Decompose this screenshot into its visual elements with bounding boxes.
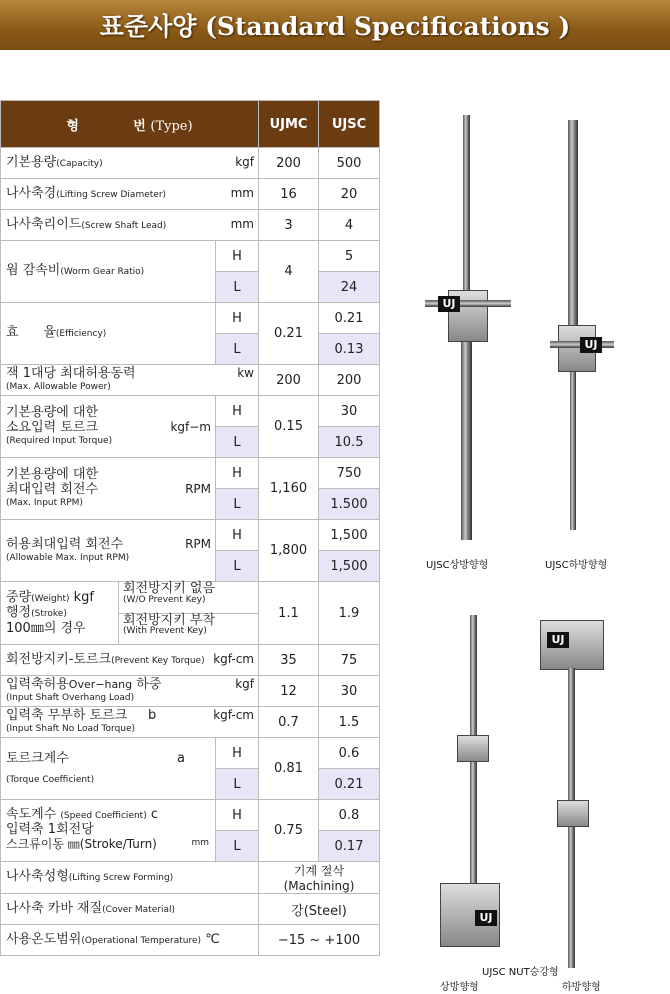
- uj-logo: UJ: [475, 910, 497, 926]
- table-row: L 24: [1, 272, 380, 303]
- table-row: 속도계수 (Speed Coefficient) c 입력축 1회전당 mm 스크류이동 ㎜(Stroke/Turn) H 0.75 0.8: [1, 800, 380, 831]
- title-banner: [0, 0, 670, 50]
- table-row: L 0.13: [1, 334, 380, 365]
- table-row: L 1,500: [1, 551, 380, 582]
- caption-nut-up: 상방향형: [440, 982, 479, 993]
- table-row: kgf-cm 입력축 무부하 토르크 b (Input Shaft No Load Torque) 0.7 1.5: [1, 707, 380, 738]
- table-row: L 10.5: [1, 427, 380, 458]
- page-title: 표준사양 (Standard Specifications ): [99, 12, 571, 41]
- table-row: kgf-cm 회전방지키-토르크(Prevent Key Torque) 35 75: [1, 645, 380, 676]
- table-row: L 0.17: [1, 831, 380, 862]
- table-row: 기본용량에 대한 RPM 최대입력 회전수 (Max. Input RPM) H 1,160 750: [1, 458, 380, 489]
- caption-ujsc-up: UJSC상방향형: [426, 560, 489, 571]
- table-row: 효 율(Efficiency) H 0.21 0.21: [1, 303, 380, 334]
- table-row: mm 나사축리이드(Screw Shaft Lead) 3 4: [1, 210, 380, 241]
- spec-table: [0, 100, 380, 956]
- table-row: 중량(Weight) kgf 행정(Stroke) 100㎜의 경우 회전방지키 없음 (W/O Prevent Key) 회전방지키 부착 (With Prevent Key) 1.1 1.9: [1, 582, 380, 645]
- table-header-row: [1, 101, 380, 148]
- photo-ujsc-down: [540, 115, 620, 535]
- table-row: kw 잭 1대당 최대허용동력 (Max. Allowable Power) 200 200: [1, 365, 380, 396]
- table-row: kgf 입력축허용Over−hang 하중 (Input Shaft Overhang Load) 12 30: [1, 676, 380, 707]
- table-row: kgf 기본용량(Capacity) 200 500: [1, 148, 380, 179]
- table-row: 사용온도범위(Operational Temperature) ℃ −15 ~ +100: [1, 925, 380, 956]
- table-row: 나사축 카바 재질(Cover Material) 강(Steel): [1, 894, 380, 925]
- table-row: mm 나사축경(Lifting Screw Diameter) 16 20: [1, 179, 380, 210]
- photo-nut-down: [535, 620, 625, 970]
- caption-ujsc-down: UJSC하방향형: [545, 560, 608, 571]
- table-row: 나사축성형(Lifting Screw Forming) 기계 절삭(Machining): [1, 862, 380, 894]
- table-row: 기본용량에 대한 kgf−m 소요입력 토르크 (Required Input Torque) H 0.15 30: [1, 396, 380, 427]
- table-row: L 0.21: [1, 769, 380, 800]
- col-ujsc: UJSC: [319, 101, 380, 148]
- caption-nut: UJSC NUT승강형: [482, 967, 559, 978]
- type-header: 형 번 (Type): [1, 101, 259, 148]
- table-row: RPM 허용최대입력 회전수 (Allowable Max. Input RPM) H 1,800 1,500: [1, 520, 380, 551]
- uj-logo: UJ: [547, 632, 569, 648]
- uj-logo: UJ: [438, 296, 460, 312]
- photo-ujsc-up: [420, 110, 520, 550]
- uj-logo: UJ: [580, 337, 602, 353]
- table-row: 토르크계수 a (Torque Coefficient) H 0.81 0.6: [1, 738, 380, 769]
- caption-nut-down: 하방향형: [562, 982, 601, 993]
- photo-nut-up: [435, 615, 525, 965]
- col-ujmc: UJMC: [259, 101, 319, 148]
- table-row: L 1.500: [1, 489, 380, 520]
- table-row: 웜 감속비(Worm Gear Ratio) H 4 5: [1, 241, 380, 272]
